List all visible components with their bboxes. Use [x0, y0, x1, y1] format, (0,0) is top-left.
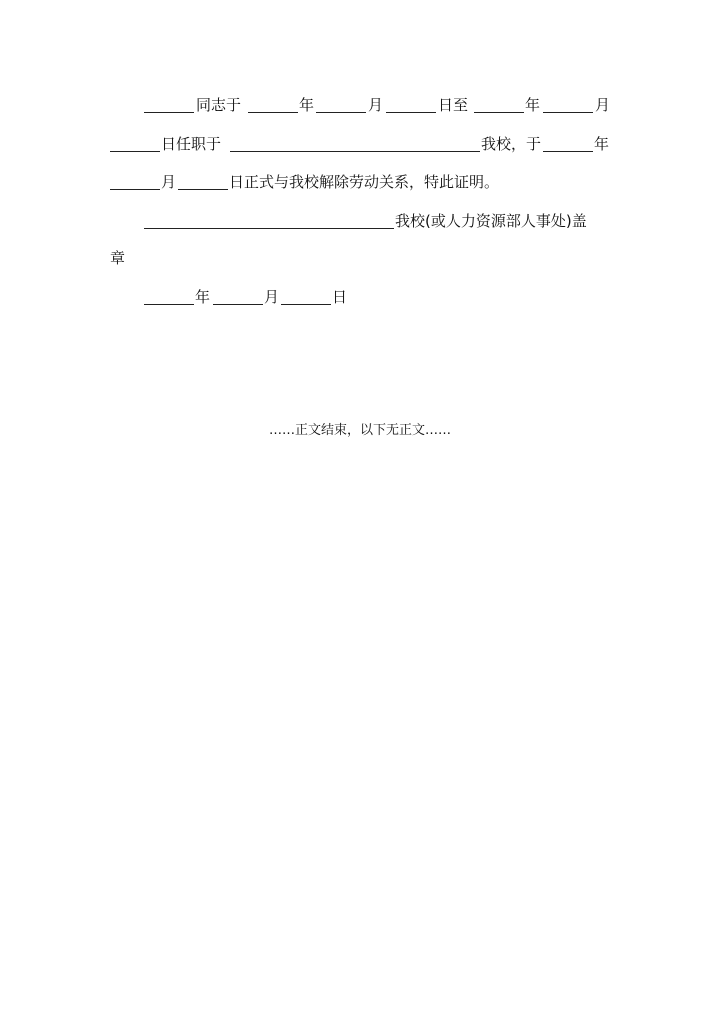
release-month-blank [110, 189, 160, 190]
text-month: 月 [264, 288, 280, 306]
date-day-blank [281, 304, 331, 305]
text-our-school: 我校，于 [481, 135, 542, 153]
end-year-blank [474, 112, 524, 113]
release-year-blank [543, 151, 593, 152]
text-year: 年 [299, 96, 315, 114]
start-day-blank [386, 112, 436, 113]
position-blank [230, 151, 480, 152]
end-month-blank [543, 112, 593, 113]
end-of-text-note: ……正文结束，以下无正文…… [268, 423, 451, 438]
date-year-blank [144, 304, 194, 305]
school-name-blank [144, 228, 394, 229]
date-month-blank [213, 304, 263, 305]
text-seal-char: 章 [110, 249, 126, 267]
end-day-blank [110, 151, 160, 152]
text-day: 日 [332, 288, 348, 306]
text-year: 年 [594, 135, 610, 153]
text-employed-at: 日任职于 [161, 135, 222, 153]
text-comrade-since: 同志于 [196, 96, 242, 114]
release-day-blank [178, 189, 228, 190]
start-month-blank [316, 112, 366, 113]
text-year: 年 [525, 96, 541, 114]
text-month: 月 [368, 96, 384, 114]
start-year-blank [248, 112, 298, 113]
text-day-to: 日至 [438, 96, 469, 114]
text-year: 年 [195, 288, 211, 306]
text-termination-statement: 日正式与我校解除劳动关系，特此证明。 [229, 173, 500, 191]
text-month: 月 [161, 173, 177, 191]
text-month: 月 [595, 96, 611, 114]
name-blank [144, 112, 194, 113]
text-seal-line: 我校(或人力资源部人事处)盖 [395, 212, 587, 230]
